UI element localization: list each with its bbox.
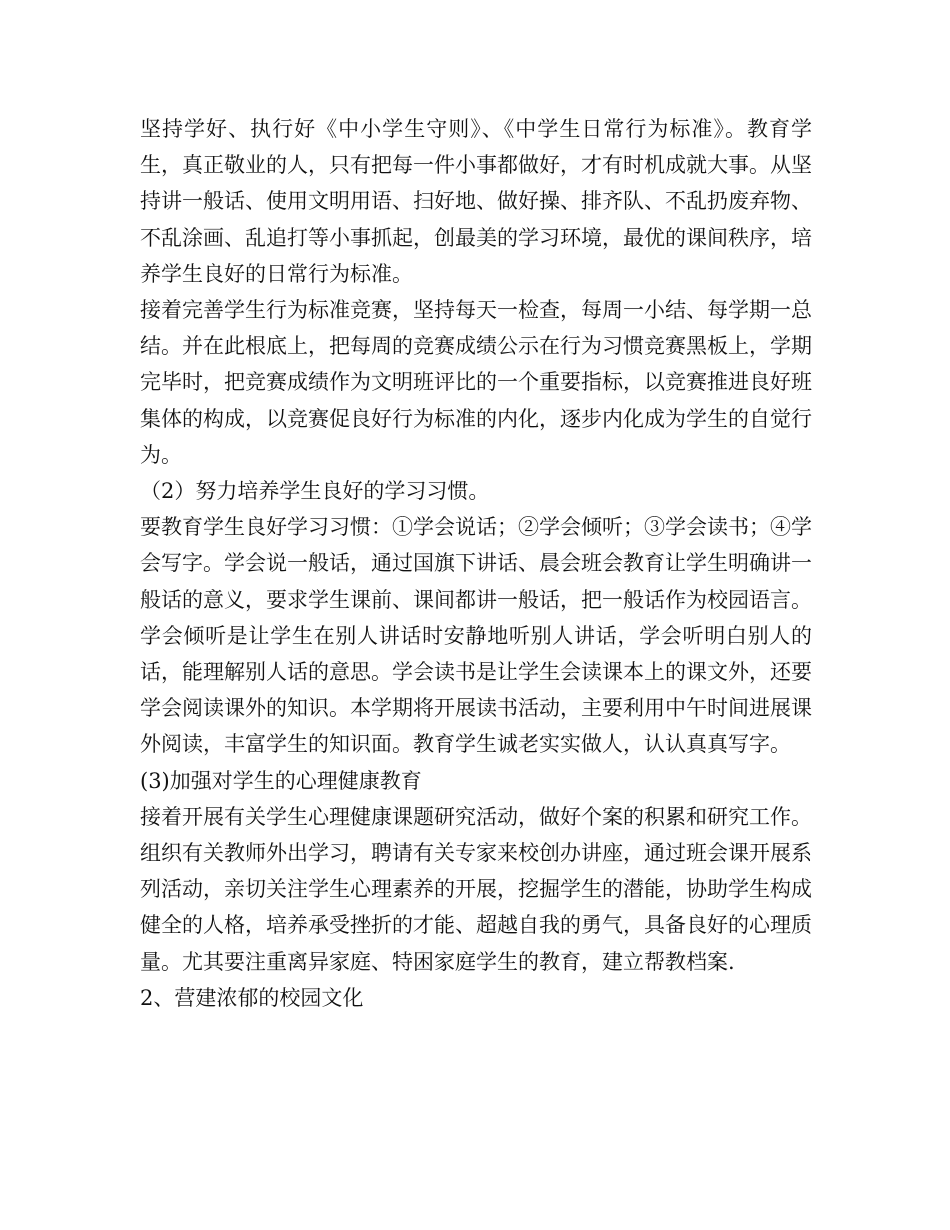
paragraph-behavior-competition: 接着完善学生行为标准竞赛，坚持每天一检查，每周一小结、每学期一总结。并在此根底上，把每周的竞赛成绩公示在行为习惯竞赛黑板上，学期完毕时，把竞赛成绩作为文明班评比的一个重要指标，以竞赛推进良好班集体的构成，以竞赛促良好行为标准的内化，逐步内化成为学生的自觉行为。 (140, 298, 812, 467)
heading-study-habits: （2）努力培养学生良好的学习习惯。 (140, 479, 490, 504)
heading-mental-health: (3)加强对学生的心理健康教育 (140, 768, 422, 793)
document-body (140, 111, 812, 1016)
heading-campus-culture: 2、营建浓郁的校园文化 (140, 985, 364, 1010)
paragraph-behavior-standards: 坚持学好、执行好《中小学生守则》、《中学生日常行为标准》。教育学生，真正敬业的人，只有把每一件小事都做好，才有时机成就大事。从坚持讲一般话、使用文明用语、扫好地、做好操、排齐队、不乱扔废弃物、不乱涂画、乱追打等小事抓起，创最美的学习环境，最优的课间秩序，培养学生良好的日常行为标准。 (140, 117, 812, 286)
paragraph-mental-health: 接着开展有关学生心理健康课题研究活动，做好个案的积累和研究工作。组织有关教师外出学习，聘请有关专家来校创办讲座，通过班会课开展系列活动，亲切关注学生心理素养的开展，挖掘学生的潜能，协助学生构成健全的人格，培养承受挫折的才能、超越自我的勇气，具备良好的心理质量。尤其要注重离异家庭、特困家庭学生的教育，建立帮教档案. (140, 804, 812, 974)
paragraph-study-habits: 要教育学生良好学习习惯：①学会说话；②学会倾听；③学会读书；④学会写字。学会说一般话，通过国旗下讲话、晨会班会教育让学生明确讲一般话的意义，要求学生课前、课间都讲一般话，把一般话作为校园语言。学会倾听是让学生在别人讲话时安静地听别人讲话，学会听明白别人的话，能理解别人话的意思。学会读书是让学生会读课本上的课文外，还要学会阅读课外的知识。本学期将开展读书活动，主要利用中午时间进展课外阅读，丰富学生的知识面。教育学生诚老实实做人，认认真真写字。 (140, 515, 812, 757)
